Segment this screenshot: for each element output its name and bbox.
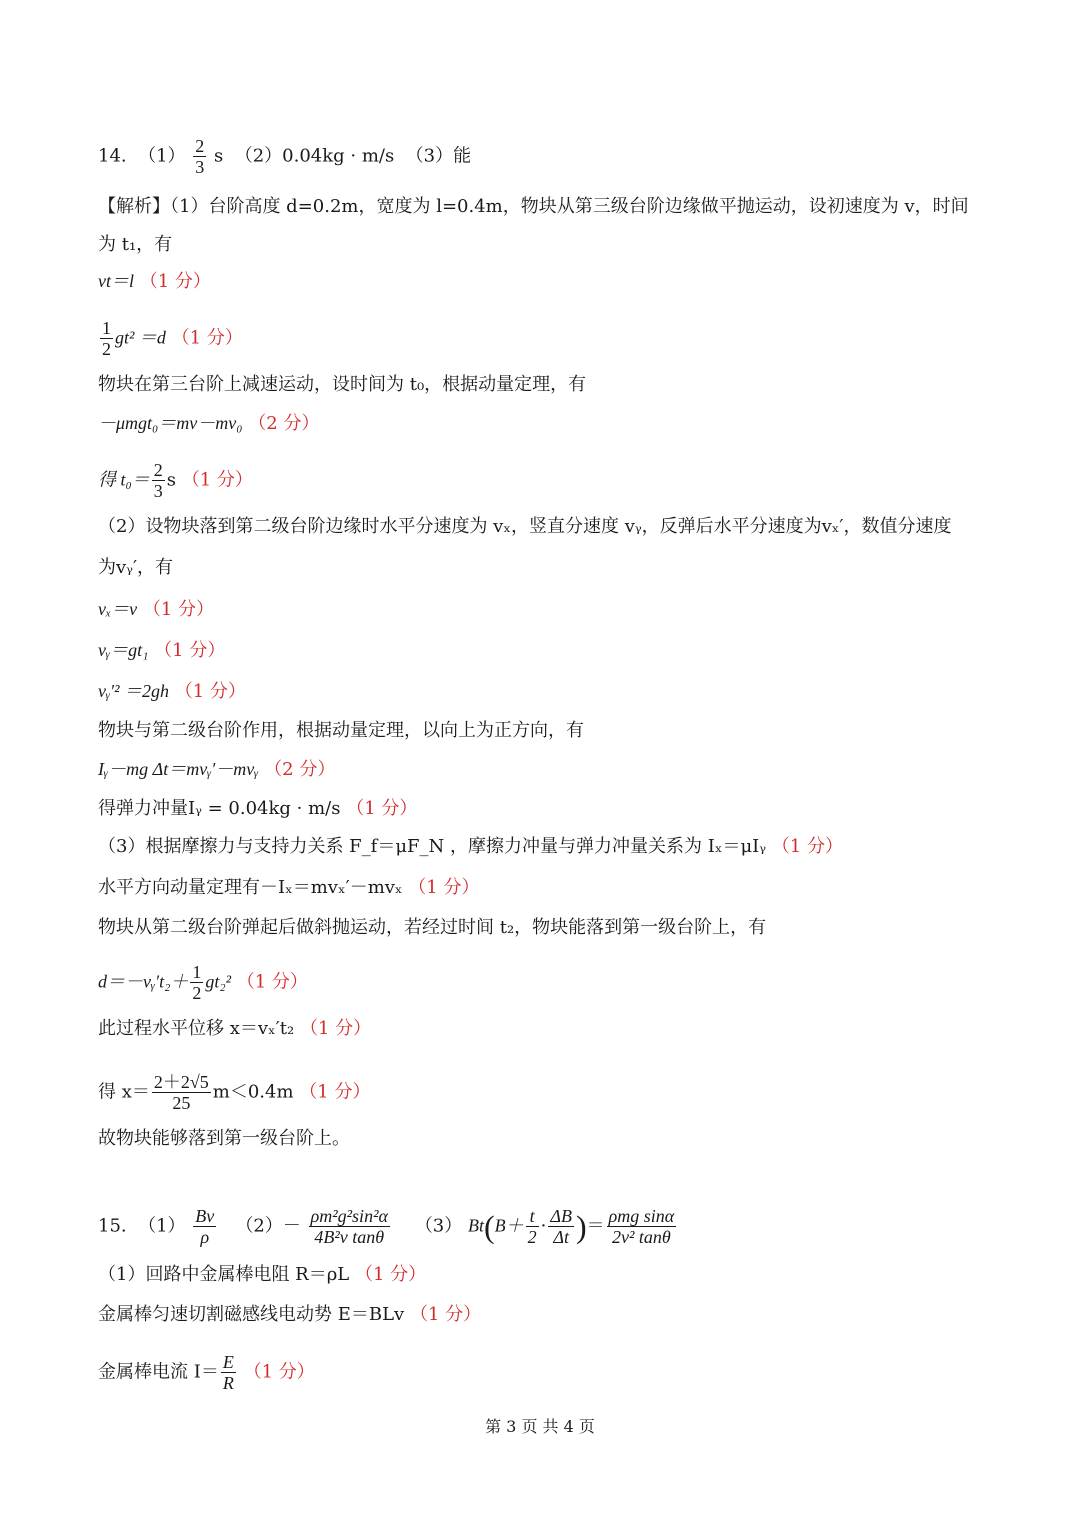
body-text: 为vᵧ′，有 xyxy=(98,557,174,578)
text-line xyxy=(98,834,990,860)
score-mark: （1 分） xyxy=(154,640,226,661)
fraction-denominator: 25 xyxy=(172,1093,191,1113)
score-mark: （2 分） xyxy=(264,759,336,780)
text-line xyxy=(98,915,990,941)
equation-fraction xyxy=(221,1352,236,1393)
equation: Bt xyxy=(468,1215,484,1236)
equation-line xyxy=(98,318,990,359)
body-text: 物块与第二级台阶作用，根据动量定理，以向上为正方向，有 xyxy=(98,720,584,741)
text-line xyxy=(98,1352,990,1393)
equation: －μmgt₀＝mv－mv₀ xyxy=(98,413,243,433)
equation: Iᵧ－mg Δt＝mvᵧ′－mvᵧ xyxy=(98,759,259,779)
equation-fraction xyxy=(607,1206,677,1247)
score-mark: （1 分） xyxy=(355,1264,427,1285)
fraction-numerator: E xyxy=(222,1352,234,1372)
fraction-denominator: Δt xyxy=(553,1227,569,1247)
equation-line xyxy=(98,460,990,501)
equation-line xyxy=(98,1072,990,1113)
text-line xyxy=(98,1302,990,1328)
q15-answer2-fraction xyxy=(309,1206,390,1247)
equation-fraction xyxy=(548,1206,574,1247)
q15-part3-label: （3） xyxy=(414,1215,463,1237)
q14-answer1-fraction xyxy=(193,136,206,177)
multiply-dot: · xyxy=(540,1215,547,1237)
analysis-label: 【解析】 xyxy=(98,196,170,217)
fraction-numerator: 2 xyxy=(153,460,163,480)
fraction-numerator: ΔB xyxy=(550,1206,572,1226)
q15-part2-label: （2）－ xyxy=(235,1215,301,1237)
fraction-numerator: 1 xyxy=(102,318,111,338)
equation: 此过程水平位移 x＝vₓ′t₂ xyxy=(98,1018,295,1039)
equation-line xyxy=(98,596,990,623)
fraction-denominator: 3 xyxy=(153,481,163,501)
analysis-text: （1）台阶高度 d=0.2m，宽度为 l=0.4m，物块从第三级台阶边缘做平抛运动，设初速度为 v，时间 xyxy=(170,196,969,217)
equation: d＝－vᵧ′t₂＋ xyxy=(98,971,189,992)
fraction-numerator: 2＋2√5 xyxy=(153,1072,209,1092)
equation: gt₂² xyxy=(205,971,231,992)
equation-fraction xyxy=(526,1206,539,1247)
analysis-line-2 xyxy=(98,232,990,258)
equation: vₓ＝v xyxy=(98,599,138,619)
equation-line xyxy=(98,1016,990,1042)
fraction-numerator: ρm²g²sin²α xyxy=(310,1206,388,1226)
score-mark: （1 分） xyxy=(299,1081,371,1103)
body-text: 故物块能够落到第一级台阶上。 xyxy=(98,1128,350,1149)
right-paren: ) xyxy=(575,1208,587,1245)
analysis-text: 为 t₁，有 xyxy=(98,234,173,255)
body-text: 物块在第三台阶上减速运动，设时间为 t₀，根据动量定理，有 xyxy=(98,374,587,395)
fraction-denominator: 2 xyxy=(192,983,202,1003)
page-footer: 第 3 页 共 4 页 xyxy=(485,1417,595,1436)
equation: 得弹力冲量Iᵧ = 0.04kg · m/s xyxy=(98,798,341,819)
q15-answer1-fraction xyxy=(193,1206,216,1247)
equation-line xyxy=(98,268,990,295)
body-text: （1）回路中金属棒电阻 R＝ρL xyxy=(98,1264,350,1285)
score-mark: （1 分） xyxy=(409,1304,482,1325)
q14-answer1-unit: s xyxy=(214,145,224,167)
score-mark: （1 分） xyxy=(346,798,418,819)
body-text: （2）设物块落到第二级台阶边缘时水平分速度为 vₓ，竖直分速度 vᵧ，反弹后水平分速度为vₓ′，数值分速度 xyxy=(98,516,952,537)
fraction-numerator: 1 xyxy=(192,962,202,982)
score-mark: （2 分） xyxy=(248,413,320,434)
body-text: （3）根据摩擦力与支持力关系 F_f＝μF_N ，摩擦力冲量与弹力冲量关系为 Iₓ＝μIᵧ xyxy=(98,836,767,857)
score-mark: （1 分） xyxy=(181,469,253,491)
equals-sign: ＝ xyxy=(586,1215,605,1237)
q14-part1-label: （1） xyxy=(138,145,186,167)
fraction-denominator: 2 xyxy=(527,1227,537,1247)
score-mark: （1 分） xyxy=(299,1018,372,1039)
fraction-denominator: ρ xyxy=(200,1227,210,1247)
equation: vᵧ′² ＝2gh xyxy=(98,681,169,701)
body-text: 金属棒匀速切割磁感线电动势 E＝BLv xyxy=(98,1304,405,1325)
q14-answer-line xyxy=(98,136,990,177)
text-line xyxy=(98,1262,990,1288)
text-line xyxy=(98,372,990,398)
fraction-numerator: t xyxy=(526,1206,539,1227)
equation: B＋ xyxy=(494,1215,524,1236)
equation-line xyxy=(98,410,990,437)
equation-line xyxy=(98,678,990,705)
equation: gt² ＝d xyxy=(115,327,166,348)
equation: vt＝l xyxy=(98,271,134,291)
body-text: 物块从第二级台阶弹起后做斜抛运动，若经过时间 t₂，物块能落到第一级台阶上，有 xyxy=(98,917,767,938)
equation-line xyxy=(98,756,990,783)
analysis-line-1 xyxy=(98,194,990,220)
score-mark: （1 分） xyxy=(174,681,246,702)
equation: vᵧ＝gt₁ xyxy=(98,640,149,660)
equation-fraction xyxy=(190,962,203,1003)
fraction-denominator: 3 xyxy=(195,157,205,177)
equation: 得 t₀＝ xyxy=(98,469,150,490)
score-mark: （1 分） xyxy=(771,836,843,857)
fraction-denominator: R xyxy=(222,1373,234,1393)
text-line xyxy=(98,1126,990,1152)
equation-fraction xyxy=(100,318,113,359)
fraction-numerator: ρmg sinα xyxy=(608,1206,675,1226)
text-line xyxy=(98,555,990,581)
body-text: 金属棒电流 I＝ xyxy=(98,1361,219,1383)
equation-line xyxy=(98,875,990,901)
equation-line xyxy=(98,962,990,1003)
fraction-denominator: 2 xyxy=(102,339,111,359)
q15-part1-label: （1） xyxy=(138,1215,186,1237)
score-mark: （1 分） xyxy=(408,877,480,898)
q15-answer-line xyxy=(98,1206,990,1247)
text-line xyxy=(98,718,990,744)
score-mark: （1 分） xyxy=(171,327,243,349)
score-mark: （1 分） xyxy=(236,971,308,993)
equation: 得 x＝ xyxy=(98,1081,150,1103)
fraction-denominator: 4B²v tanθ xyxy=(314,1227,385,1247)
left-paren: ( xyxy=(484,1208,495,1245)
equation-fraction xyxy=(152,460,165,501)
equation-line xyxy=(98,796,990,822)
q14-number: 14. xyxy=(98,145,127,167)
equation: m＜0.4m xyxy=(212,1081,294,1103)
fraction-denominator: 2v² tanθ xyxy=(612,1227,671,1247)
q14-answer2: （2）0.04kg · m/s xyxy=(234,145,395,167)
q14-answer3: （3）能 xyxy=(405,145,472,167)
equation-line xyxy=(98,637,990,664)
q15-number: 15. xyxy=(98,1215,127,1237)
text-line xyxy=(98,514,990,540)
score-mark: （1 分） xyxy=(142,599,215,620)
fraction-numerator: 2 xyxy=(195,136,205,156)
unit: s xyxy=(166,469,177,491)
score-mark: （1 分） xyxy=(139,271,211,292)
equation: 水平方向动量定理有－Iₓ＝mvₓ′－mvₓ xyxy=(98,877,403,898)
equation-fraction xyxy=(152,1072,211,1113)
fraction-numerator: Bv xyxy=(195,1206,215,1226)
score-mark: （1 分） xyxy=(243,1361,315,1383)
